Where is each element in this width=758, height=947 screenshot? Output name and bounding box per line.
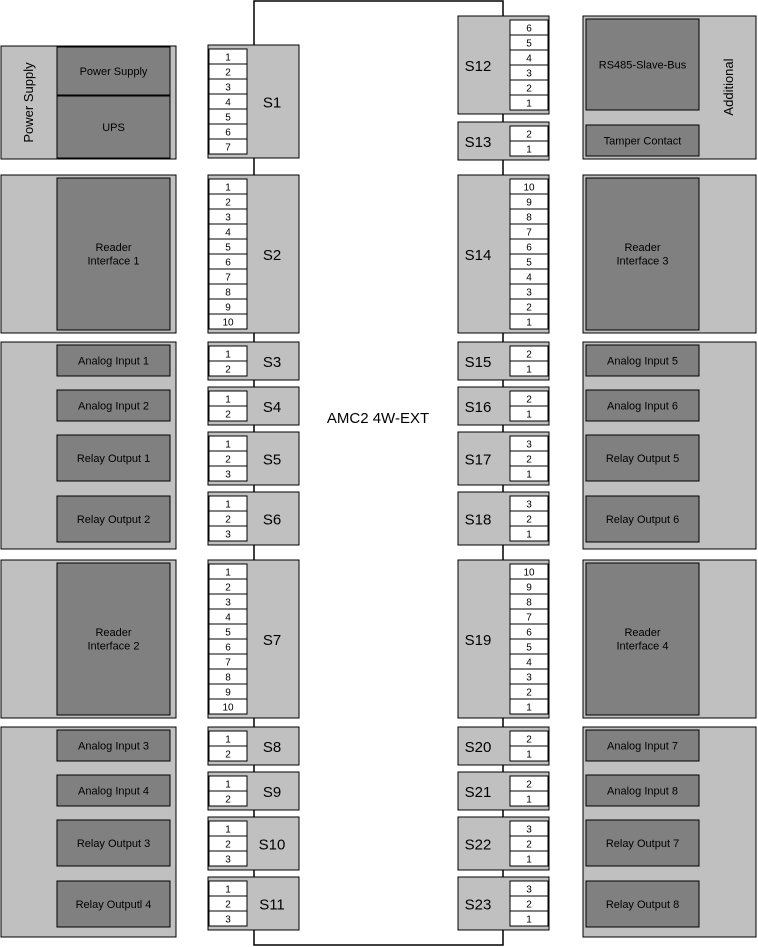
pin-number: 2	[526, 302, 532, 314]
pin-number: 1	[526, 469, 532, 481]
pin-number: 2	[526, 734, 532, 746]
pin-number: 2	[225, 197, 231, 209]
pin-number: 1	[225, 439, 231, 451]
module-label: Analog Input 1	[78, 355, 149, 368]
connector-label: S20	[464, 739, 492, 756]
module-label: RS485-Slave-Bus	[598, 59, 687, 72]
module-label: Reader Interface 3	[616, 241, 669, 268]
pin-number: 1	[526, 409, 532, 421]
connector-label: S15	[464, 354, 492, 371]
pin-number: 10	[523, 567, 535, 579]
connector-label: S1	[262, 94, 282, 112]
pin-number: 1	[225, 824, 231, 836]
connector-label: S22	[464, 836, 492, 854]
pin-number: 6	[526, 23, 532, 35]
module-label: Analog Input 8	[607, 785, 678, 798]
pin-number: 1	[526, 144, 532, 156]
pin-number: 9	[225, 302, 231, 314]
connector-label: S12	[464, 58, 492, 75]
pin-number: 1	[526, 317, 532, 329]
pin-number: 4	[526, 657, 532, 669]
connector-label: S17	[464, 451, 492, 469]
module-label: Reader Interface 1	[87, 241, 140, 268]
connector-label: S9	[262, 784, 282, 801]
pin-number: 7	[526, 612, 532, 624]
pin-number: 1	[225, 394, 231, 406]
pin-number: 2	[526, 83, 532, 95]
pin-number: 8	[526, 597, 532, 609]
pin-number: 2	[526, 349, 532, 361]
pin-number: 4	[225, 227, 231, 239]
pin-number: 3	[526, 287, 532, 299]
pin-number: 1	[526, 914, 532, 926]
pin-number: 1	[225, 499, 231, 511]
pin-number: 5	[526, 38, 532, 50]
pin-number: 10	[523, 182, 535, 194]
pin-number: 1	[225, 779, 231, 791]
pin-number: 2	[225, 749, 231, 761]
pin-number: 2	[526, 899, 532, 911]
connector-label: S5	[262, 451, 282, 469]
module-label: UPS	[102, 121, 125, 134]
pin-number: 2	[225, 364, 231, 376]
connector-label: S11	[259, 896, 285, 914]
pin-number: 1	[526, 98, 532, 110]
pin-number: 2	[526, 839, 532, 851]
pin-number: 6	[225, 257, 231, 269]
pin-number: 2	[526, 779, 532, 791]
pin-number: 8	[526, 212, 532, 224]
module-label: Analog Input 4	[78, 785, 149, 798]
pin-number: 2	[225, 67, 231, 79]
module-label: Power Supply	[79, 65, 148, 78]
module-label: Reader Interface 2	[87, 626, 140, 653]
pin-number: 2	[526, 454, 532, 466]
connector-label: S2	[262, 247, 282, 264]
module-label: Relay Output 3	[76, 837, 151, 850]
module-box	[57, 563, 170, 715]
pin-number: 1	[526, 529, 532, 541]
module-label: Analog Input 7	[607, 740, 678, 753]
pin-number: 6	[225, 127, 231, 139]
pin-number: 1	[526, 749, 532, 761]
module-label: Relay Output 2	[76, 513, 151, 526]
connector-label: S18	[464, 511, 492, 529]
pin-number: 3	[526, 672, 532, 684]
pin-number: 2	[225, 794, 231, 806]
pin-number: 2	[225, 899, 231, 911]
pin-number: 5	[526, 642, 532, 654]
pin-number: 1	[225, 567, 231, 579]
connector-label: S4	[262, 399, 282, 416]
pin-number: 2	[526, 514, 532, 526]
pin-number: 1	[225, 884, 231, 896]
pin-number: 3	[225, 469, 231, 481]
module-label: Relay Outputl 4	[75, 898, 152, 911]
pin-number: 3	[225, 529, 231, 541]
pin-number: 9	[526, 197, 532, 209]
pin-number: 1	[526, 854, 532, 866]
connector-label: S13	[464, 134, 492, 151]
module-label: Reader Interface 4	[616, 626, 669, 653]
connector-label: S3	[262, 354, 282, 371]
module-label: Relay Output 5	[605, 452, 680, 465]
board-label: AMC2 4W-EXT	[326, 410, 430, 427]
pin-number: 1	[526, 702, 532, 714]
pin-number: 7	[526, 227, 532, 239]
connector-label: S14	[464, 247, 492, 264]
module-label: Relay Output 1	[76, 452, 151, 465]
pin-number: 10	[222, 702, 234, 714]
pin-number: 7	[225, 272, 231, 284]
pin-number: 4	[526, 53, 532, 65]
pin-number: 5	[225, 627, 231, 639]
pin-number: 2	[225, 582, 231, 594]
pin-number: 4	[526, 272, 532, 284]
pin-number: 9	[526, 582, 532, 594]
pin-number: 3	[526, 884, 532, 896]
pin-number: 3	[225, 212, 231, 224]
module-label: Analog Input 3	[78, 740, 149, 753]
connector-label: S21	[464, 784, 492, 801]
pin-number: 1	[526, 364, 532, 376]
pin-number: 3	[526, 499, 532, 511]
pin-number: 1	[526, 794, 532, 806]
pin-number: 7	[225, 657, 231, 669]
connector-label: S23	[464, 896, 492, 914]
pin-number: 2	[526, 129, 532, 141]
pin-number: 2	[225, 514, 231, 526]
pin-number: 2	[225, 839, 231, 851]
pin-number: 3	[225, 854, 231, 866]
module-label: Analog Input 6	[607, 400, 678, 413]
pin-number: 2	[526, 394, 532, 406]
pin-number: 3	[526, 439, 532, 451]
pin-number: 9	[225, 687, 231, 699]
connector-label: S7	[262, 632, 282, 649]
pin-number: 3	[225, 914, 231, 926]
pin-number: 5	[225, 112, 231, 124]
module-label: Relay Output 7	[605, 837, 680, 850]
module-label: Relay Output 8	[605, 898, 680, 911]
pin-number: 2	[225, 454, 231, 466]
module-label: Relay Output 6	[605, 513, 680, 526]
connector-label: S8	[262, 739, 282, 756]
pin-number: 4	[225, 97, 231, 109]
pin-number: 4	[225, 612, 231, 624]
connector-label: S6	[262, 511, 282, 529]
pin-number: 2	[526, 687, 532, 699]
pin-number: 5	[225, 242, 231, 254]
module-box	[57, 178, 170, 330]
group-label-power: Power Supply	[21, 62, 36, 143]
pin-number: 6	[526, 627, 532, 639]
connector-label: S19	[464, 632, 492, 649]
pin-number: 7	[225, 142, 231, 154]
pin-number: 1	[225, 734, 231, 746]
module-label: Analog Input 2	[78, 400, 149, 413]
pin-number: 3	[526, 824, 532, 836]
pin-number: 8	[225, 287, 231, 299]
module-label: Tamper Contact	[603, 135, 682, 148]
module-label: Analog Input 5	[607, 355, 678, 368]
pin-number: 6	[526, 242, 532, 254]
pin-number: 3	[526, 68, 532, 80]
module-box	[586, 563, 699, 715]
pin-number: 1	[225, 52, 231, 64]
connector-label: S10	[258, 836, 286, 854]
connector-label: S16	[464, 399, 492, 416]
pin-number: 2	[225, 409, 231, 421]
pin-number: 6	[225, 642, 231, 654]
module-box	[586, 178, 699, 330]
pin-number: 1	[225, 182, 231, 194]
pin-number: 1	[225, 349, 231, 361]
pin-number: 3	[225, 82, 231, 94]
pin-number: 3	[225, 597, 231, 609]
pin-number: 5	[526, 257, 532, 269]
pin-number: 10	[222, 317, 234, 329]
pin-number: 8	[225, 672, 231, 684]
group-label-additional: Additional	[721, 58, 736, 116]
